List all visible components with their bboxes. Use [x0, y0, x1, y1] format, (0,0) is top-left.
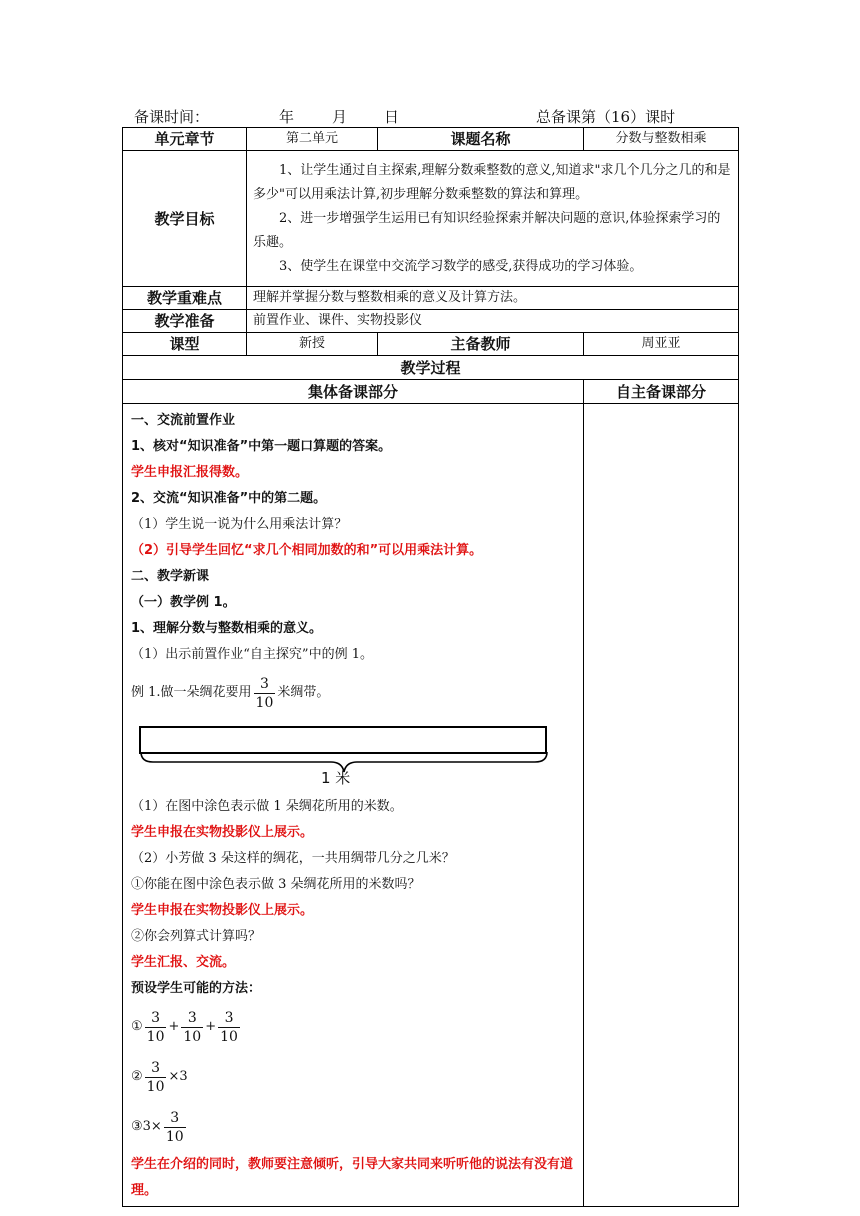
text-line: （2）小芳做 3 朵这样的绸花，一共用绸带几分之几米？ — [131, 851, 455, 866]
teacher-label: 主备教师 — [378, 333, 584, 356]
key-points-value: 理解并掌握分数与整数相乘的意义及计算方法。 — [247, 287, 739, 310]
section-heading: 二、教学新课 — [131, 569, 210, 584]
red-note: 学生汇报、交流。 — [131, 955, 236, 970]
text-line: （一）教学例 1。 — [131, 595, 236, 610]
collective-content — [123, 404, 584, 1207]
process-title: 教学过程 — [123, 356, 739, 380]
method-3 — [131, 1102, 577, 1152]
fraction-denominator: 10 — [183, 1028, 202, 1045]
type-label: 课型 — [123, 333, 247, 356]
example-line — [131, 668, 577, 718]
fraction — [181, 1009, 203, 1046]
plus-sign: + — [168, 1019, 180, 1034]
year-label: 年 — [279, 108, 295, 126]
day-label: 日 — [384, 108, 400, 126]
month-label: 月 — [332, 108, 348, 126]
fraction-denominator: 10 — [146, 1078, 165, 1095]
red-note: （2）引导学生回忆“求几个相同加数的和”可以用乘法计算。 — [131, 543, 483, 558]
collective-title: 集体备课部分 — [123, 380, 584, 404]
topic-value: 分数与整数相乘 — [584, 128, 739, 151]
method-2 — [131, 1052, 577, 1102]
method-marker: ① — [131, 1019, 143, 1034]
lesson-plan-table — [122, 127, 739, 1207]
text-line: 预设学生可能的方法： — [131, 981, 262, 996]
times-three: ×3 — [168, 1069, 188, 1084]
fraction-numerator: 3 — [260, 675, 269, 692]
goals-cell — [247, 151, 739, 287]
text-line: （1）在图中涂色表示做 1 朵绸花所用的米数。 — [131, 799, 403, 814]
fraction-numerator: 3 — [170, 1109, 180, 1126]
topic-label: 课题名称 — [378, 128, 584, 151]
fraction — [218, 1009, 240, 1046]
text-line: 1、核对“知识准备”中第一题口算题的答案。 — [131, 439, 392, 454]
method-1 — [131, 1002, 577, 1052]
fraction-denominator: 10 — [220, 1028, 238, 1045]
teacher-value: 周亚亚 — [584, 333, 739, 356]
fraction — [145, 1009, 167, 1046]
preparation-value: 前置作业、课件、实物投影仪 — [247, 310, 739, 333]
key-points-label: 教学重难点 — [123, 287, 247, 310]
unit-value: 第二单元 — [247, 128, 378, 151]
unit-label: 单元章节 — [123, 128, 247, 151]
individual-content — [584, 404, 739, 1207]
individual-title: 自主备课部分 — [584, 380, 739, 404]
text-line: ②你会列算式计算吗？ — [131, 929, 262, 944]
fraction-numerator: 3 — [151, 1059, 161, 1076]
red-note: 学生申报在实物投影仪上展示。 — [131, 825, 314, 840]
method-marker: ② — [131, 1069, 143, 1084]
fraction-denominator: 10 — [165, 1128, 184, 1145]
plus-sign: + — [205, 1019, 217, 1034]
fraction — [164, 1109, 186, 1146]
goals-label: 教学目标 — [123, 151, 247, 287]
three-times: 3× — [142, 1119, 162, 1134]
total-lesson-label: 总备课第（16）课时 — [536, 108, 676, 126]
red-note: 学生申报在实物投影仪上展示。 — [131, 903, 314, 918]
preparation-label: 教学准备 — [123, 310, 247, 333]
section-heading: 一、交流前置作业 — [131, 413, 236, 428]
example-suffix: 米绸带。 — [277, 685, 330, 700]
header-line — [122, 104, 738, 128]
meter-label: 1 米 — [321, 769, 351, 787]
fraction-denominator: 10 — [146, 1028, 165, 1045]
fraction-numerator: 3 — [224, 1009, 234, 1026]
fraction-denominator: 10 — [255, 694, 274, 711]
text-line: （1）学生说一说为什么用乘法计算？ — [131, 517, 348, 532]
text-line: ①你能在图中涂色表示做 3 朵绸花所用的米数吗？ — [131, 877, 421, 892]
goal-item: 2、进一步增强学生运用已有知识经验探索并解决问题的意识,体验探索学习的乐趣。 — [253, 210, 721, 250]
fraction-numerator: 3 — [187, 1009, 197, 1026]
fraction — [145, 1059, 167, 1096]
red-note: 学生申报汇报得数。 — [131, 465, 249, 480]
goal-item: 1、让学生通过自主探索,理解分数乘整数的意义,知道求"求几个几分之几的和是多少"可以用乘法计算,初步理解分数乘整数的算法和算理。 — [253, 162, 731, 202]
red-note: 学生在介绍的同时，教师要注意倾听，引导大家共同来听听他的说法有没有道理。 — [131, 1157, 574, 1198]
text-line: （1）出示前置作业“自主探究”中的例 1。 — [131, 647, 373, 662]
fraction — [254, 675, 276, 712]
text-line: 2、交流“知识准备”中的第二题。 — [131, 491, 327, 506]
prep-time-label: 备课时间： — [134, 108, 210, 126]
fraction-numerator: 3 — [151, 1009, 161, 1026]
method-marker: ③ — [131, 1119, 143, 1134]
example-prefix: 例 1.做一朵绸花要用 — [131, 685, 252, 700]
text-line: 1、理解分数与整数相乘的意义。 — [131, 621, 323, 636]
goal-item: 3、使学生在课堂中交流学习数学的感受,获得成功的学习体验。 — [279, 258, 643, 274]
ribbon-diagram — [131, 720, 577, 792]
type-value: 新授 — [247, 333, 378, 356]
